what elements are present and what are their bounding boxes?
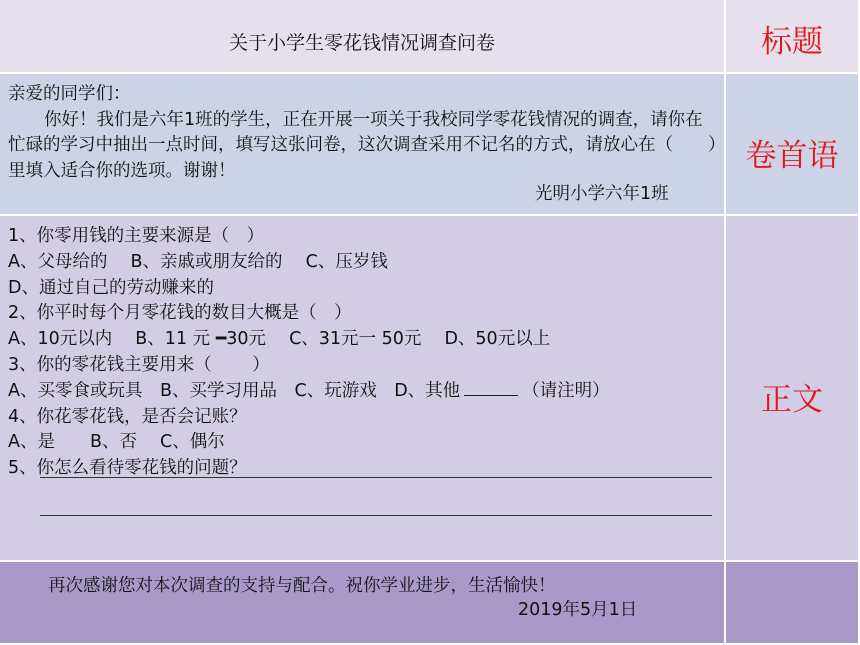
intro-paragraph: 你好！我们是六年1班的学生，正在开展一项关于我校同学零花钱情况的调查，请你在忙碌的学习中抽出一点时间，填写这张问卷，这次调查采用不记名的方式，请放心在（ ）里填入适合你的选项。谢谢！ bbox=[8, 109, 717, 181]
question-4: 4、你花零花钱，是否会记账？ bbox=[8, 406, 247, 427]
title-label-cell bbox=[726, 0, 860, 74]
closing-cell bbox=[0, 562, 726, 645]
intro-text-block bbox=[8, 82, 720, 184]
question-3-note: （请注明） bbox=[522, 380, 610, 401]
question-5: 5、你怎么看待零花钱的问题？ bbox=[8, 458, 247, 479]
intro-signature: 光明小学六年1班 bbox=[535, 184, 669, 204]
questionnaire-title: 关于小学生零花钱情况调查问卷 bbox=[228, 32, 495, 54]
closing-date: 2019年5月1日 bbox=[518, 600, 638, 620]
question-3-options bbox=[8, 379, 720, 405]
question-2-options: A、10元以内 B、11 元 ━30元 C、31元一 50元 D、50元以上 bbox=[8, 329, 551, 350]
label-body: 正文 bbox=[761, 382, 823, 418]
label-intro: 卷首语 bbox=[745, 138, 839, 174]
intro-greeting: 亲爱的同学们： bbox=[8, 84, 131, 104]
answer-line-2[interactable] bbox=[40, 515, 712, 516]
question-1-options-d: D、通过自己的劳动赚来的 bbox=[8, 277, 214, 298]
body-label-cell bbox=[726, 216, 860, 562]
body-cell bbox=[0, 216, 726, 562]
question-1-options-a: A、父母给的 B、亲戚或朋友给的 C、压岁钱 bbox=[8, 251, 388, 272]
intro-label-cell bbox=[726, 74, 860, 216]
other-blank-line[interactable] bbox=[464, 379, 518, 396]
closing-label-cell bbox=[726, 562, 860, 645]
question-3-options-text: A、买零食或玩具 B、买学习用品 C、玩游戏 D、其他 bbox=[8, 380, 461, 401]
title-cell bbox=[0, 0, 726, 74]
question-1: 1、你零用钱的主要来源是（ ） bbox=[8, 226, 265, 246]
answer-line-1[interactable] bbox=[40, 477, 712, 478]
closing-thanks: 再次感谢您对本次调查的支持与配合。祝你学业进步，生活愉快！ bbox=[48, 576, 556, 596]
label-title: 标题 bbox=[761, 24, 823, 60]
question-2: 2、你平时每个月零花钱的数目大概是（ ） bbox=[8, 303, 352, 324]
question-3: 3、你的零花钱主要用来（ ） bbox=[8, 354, 270, 375]
intro-cell bbox=[0, 74, 726, 216]
question-list bbox=[8, 224, 720, 482]
question-4-options: A、是 B、否 C、偶尔 bbox=[8, 432, 225, 453]
